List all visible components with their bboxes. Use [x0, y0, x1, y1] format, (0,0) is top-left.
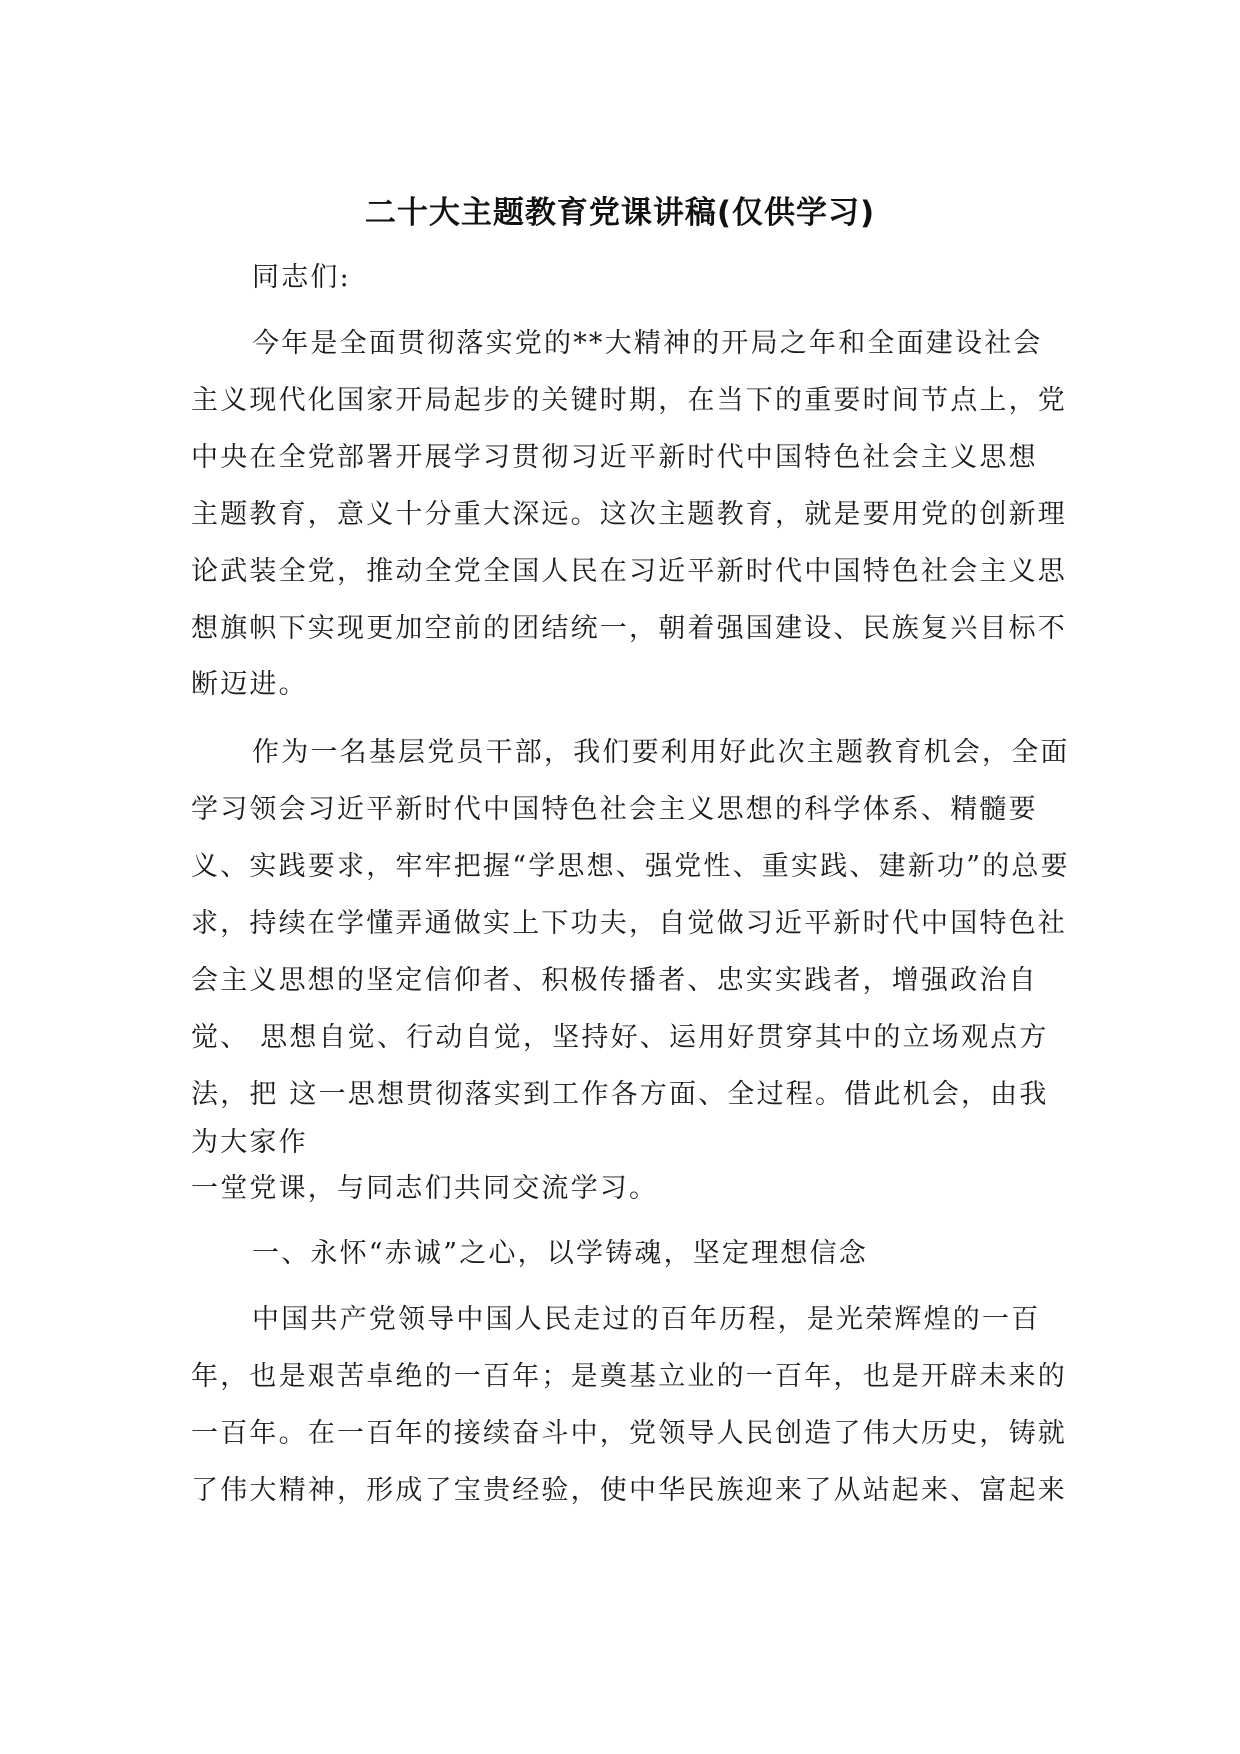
- paragraph-line: 断迈进。: [191, 669, 308, 700]
- paragraph-line: 中国共产党领导中国人民走过的百年历程，是光荣辉煌的一百: [252, 1304, 1041, 1335]
- paragraph-line: 学习领会习近平新时代中国特色社会主义思想的科学体系、精髓要: [191, 794, 1038, 825]
- paragraph-line: 论武装全党，推动全党全国人民在习近平新时代中国特色社会主义思: [191, 556, 1067, 587]
- paragraph-line: 主义现代化国家开局起步的关键时期，在当下的重要时间节点上，党: [191, 385, 1067, 416]
- paragraph-line: 主题教育，意义十分重大深远。这次主题教育，就是要用党的创新理: [191, 499, 1067, 530]
- paragraph-line: 法，把 这一思想贯彻落实到工作各方面、全过程。借此机会，由我: [191, 1079, 1049, 1110]
- paragraph-line: 会主义思想的坚定信仰者、积极传播者、忠实实践者，增强政治自: [191, 965, 1038, 996]
- paragraph-line: 义、实践要求，牢牢把握“学思想、强党性、重实践、建新功”的总要: [191, 851, 1070, 882]
- paragraph-line: 觉、 思想自觉、行动自觉，坚持好、运用好贯穿其中的立场观点方: [191, 1022, 1049, 1053]
- paragraph-line: 中央在全党部署开展学习贯彻习近平新时代中国特色社会主义思想: [191, 442, 1038, 473]
- paragraph-line: 了伟大精神，形成了宝贵经验，使中华民族迎来了从站起来、富起来: [191, 1475, 1067, 1506]
- section-heading: 一、永怀“赤诚”之心，以学铸魂，坚定理想信念: [252, 1238, 869, 1269]
- paragraph-line: 一堂党课，与同志们共同交流学习。: [191, 1173, 659, 1204]
- paragraph-line: 想旗帜下实现更加空前的团结统一，朝着强国建设、民族复兴目标不: [191, 613, 1067, 644]
- paragraph-line: 求，持续在学懂弄通做实上下功夫，自觉做习近平新时代中国特色社: [191, 908, 1067, 939]
- paragraph-line: 一百年。在一百年的接续奋斗中，党领导人民创造了伟大历史，铸就: [191, 1418, 1067, 1449]
- paragraph-line: 为大家作: [191, 1127, 308, 1158]
- paragraph-line: 年，也是艰苦卓绝的一百年；是奠基立业的一百年，也是开辟未来的: [191, 1361, 1067, 1392]
- page-title: 二十大主题教育党课讲稿(仅供学习): [364, 195, 876, 231]
- salutation: 同志们:: [252, 262, 351, 293]
- paragraph-line: 今年是全面贯彻落实党的**大精神的开局之年和全面建设社会: [252, 328, 1043, 359]
- paragraph-line: 作为一名基层党员干部，我们要利用好此次主题教育机会，全面: [252, 737, 1070, 768]
